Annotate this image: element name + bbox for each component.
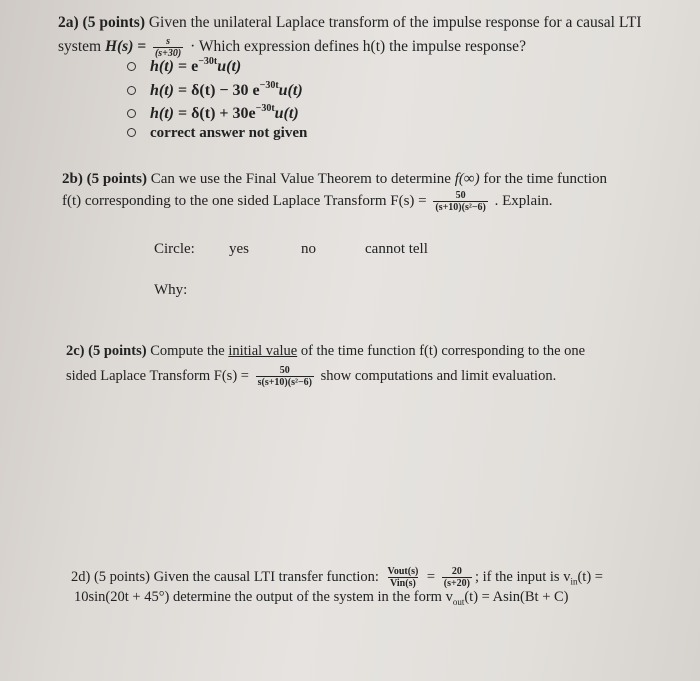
q2d-text1-end: ; if the input is v <box>474 568 571 585</box>
choice-cannot-tell[interactable]: cannot tell <box>365 241 428 257</box>
q2b-text2: f(t) corresponding to the one sided Laplace Transform F(s) = <box>62 192 427 209</box>
option-1-rhs: = e <box>174 58 199 75</box>
option-2-lhs: h(t) <box>150 82 174 99</box>
q2d-fraction-2 <box>442 566 472 589</box>
q2a-H-expr: H(s) = <box>104 38 147 56</box>
option-3-lhs: h(t) <box>150 105 174 122</box>
option-3-tail: u(t) <box>274 105 299 122</box>
option-3-rhs: = δ(t) + 30e <box>174 105 256 122</box>
option-1-exp: −30t <box>198 55 218 67</box>
q2c-line1 <box>66 342 585 360</box>
q2d-label: 2d) (5 points) <box>71 568 150 585</box>
option-2-rhs: = δ(t) − 30 e <box>174 82 260 99</box>
q2a-text1: Given the unilateral Laplace transform of the impulse response for a causal LTI <box>148 14 642 31</box>
q2d-line2 <box>74 588 569 606</box>
q2c-text2-end: show computations and limit evaluation. <box>320 367 557 384</box>
q2a-frac-num: s <box>166 36 171 47</box>
q2d-frac2-den: (s+20) <box>443 578 470 589</box>
q2d-text1: Given the causal LTI transfer function: <box>153 568 379 585</box>
q2c-frac-num: 50 <box>279 365 290 376</box>
q2b-line2 <box>62 190 553 213</box>
q2d-text2: 10sin(20t + 45°) determine the output of the system in the form v <box>74 589 453 605</box>
q2a-text2-prefix: system <box>58 38 102 56</box>
choice-no[interactable]: no <box>301 241 316 257</box>
q2c-frac-den: s(s+10)(s²−6) <box>257 377 312 388</box>
q2a-line1 <box>58 14 642 32</box>
q2b-label: 2b) (5 points) <box>62 171 148 187</box>
q2b-text1-end: for the time function <box>483 171 608 187</box>
q2c-text1-b: of the time function f(t) corresponding to the one <box>300 343 586 359</box>
q2b-text1: Can we use the Final Value Theorem to determine <box>150 171 451 187</box>
q2d-text2-tail: (t) = Asin(Bt + C) <box>464 589 569 605</box>
option-1-lhs: h(t) <box>150 58 174 75</box>
option-2-tail: u(t) <box>278 82 303 99</box>
q2d-fraction-1 <box>386 566 421 589</box>
q2d-vin-sub: in <box>570 576 578 587</box>
option-radio-2[interactable] <box>127 86 136 95</box>
q2d-frac2-num: 20 <box>451 566 462 577</box>
option-2-exp: −30t <box>259 79 279 91</box>
option-radio-4[interactable] <box>127 128 136 137</box>
q2c-initial-value: initial value <box>228 343 298 359</box>
q2b-why-label: Why: <box>154 282 188 298</box>
q2a-fraction <box>153 36 183 59</box>
q2d-vout-sub: out <box>452 596 465 607</box>
option-radio-1[interactable] <box>127 62 136 71</box>
q2d-frac1-den: Vin(s) <box>390 578 416 589</box>
q2a-text2-suffix: · Which expression defines h(t) the impulse response? <box>190 38 526 56</box>
q2d-equals: = <box>426 568 436 585</box>
option-radio-3[interactable] <box>127 109 136 118</box>
option-1-tail: u(t) <box>217 58 242 75</box>
q2b-finf: f(∞) <box>454 171 480 187</box>
q2c-label: 2c) (5 points) <box>66 343 147 359</box>
q2b-text2-end: . Explain. <box>494 192 553 209</box>
option-3-exp: −30t <box>255 102 275 114</box>
option-4-text: correct answer not given <box>150 125 308 141</box>
q2b-frac-den: (s+10)(s²−6) <box>435 202 486 213</box>
q2d-text1-tail: (t) = <box>577 568 603 585</box>
option-2 <box>150 79 303 100</box>
q2b-frac-num: 50 <box>455 190 466 201</box>
q2c-line2 <box>66 365 556 388</box>
q2c-text2: sided Laplace Transform F(s) = <box>66 367 249 384</box>
q2a-label: 2a) (5 points) <box>58 14 145 31</box>
q2a-line2 <box>58 36 526 59</box>
option-1 <box>150 55 242 76</box>
q2b-fraction <box>433 190 488 213</box>
q2d-line1 <box>71 566 603 589</box>
q2b-circle-label: Circle: <box>154 241 195 257</box>
q2d-frac1-num: Vout(s) <box>387 566 419 577</box>
q2c-text1-a: Compute the <box>150 343 225 359</box>
q2c-fraction <box>256 365 314 388</box>
choice-yes[interactable]: yes <box>229 241 249 257</box>
option-4 <box>150 124 307 142</box>
option-3 <box>150 102 299 123</box>
q2b-line1 <box>62 170 607 188</box>
q2a-frac-den: (s+30) <box>154 48 182 59</box>
